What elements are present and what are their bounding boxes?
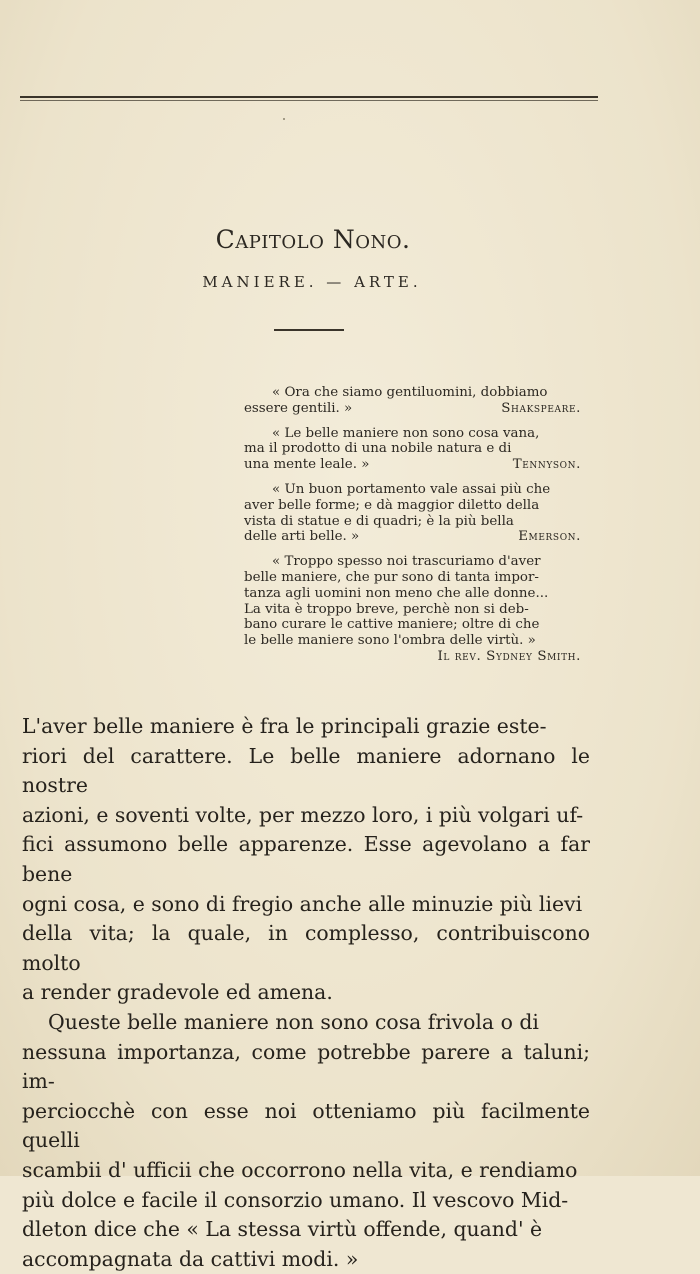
epigraph-line: aver belle forme; e dà maggior diletto della xyxy=(244,497,540,513)
body-line: Queste belle maniere non sono cosa frivola o di xyxy=(48,1009,539,1034)
epigraph-last-line xyxy=(244,401,599,417)
epigraphs-block xyxy=(244,385,599,674)
epigraph-line: « Le belle maniere non sono cosa vana, xyxy=(272,425,540,441)
chapter-title: Capitolo Nono. xyxy=(215,225,411,254)
epigraph-author: Emerson. xyxy=(518,529,581,545)
body-line: della vita; la quale, in complesso, contribuiscono molto xyxy=(22,921,590,975)
body-line: accompagnata da cattivi modi. » xyxy=(22,1246,359,1271)
epigraph-line: delle arti belle. » xyxy=(244,529,360,545)
epigraph xyxy=(244,554,599,665)
body-line: ogni cosa, e sono di fregio anche alle minuzie più lievi xyxy=(22,891,583,916)
paragraph xyxy=(22,1008,590,1274)
epigraph xyxy=(244,482,599,545)
body-line: più dolce e facile il consorzio umano. Il vescovo Mid- xyxy=(22,1187,569,1212)
body-line: perciocchè con esse noi otteniamo più facilmente quelli xyxy=(22,1098,590,1153)
epigraph-line: belle maniere, che pur sono di tanta impor- xyxy=(244,569,539,585)
epigraph-author: Shakspeare. xyxy=(501,400,581,416)
epigraph-line: tanza agli uomini non meno che alle donne... xyxy=(244,585,549,601)
epigraph xyxy=(244,426,599,473)
epigraph-author: Tennyson. xyxy=(512,457,581,473)
body-line: nessuna importanza, come potrebbe parere a taluni; im- xyxy=(22,1039,590,1094)
title-divider xyxy=(274,329,344,331)
epigraph-line: essere gentili. » xyxy=(244,400,353,416)
body-text xyxy=(22,712,590,1274)
body-line: a render gradevole ed amena. xyxy=(22,980,333,1005)
chapter-subtitle: MANIERE. — ARTE. xyxy=(202,273,422,291)
epigraph-line: vista di statue e di quadri; è la più bella xyxy=(244,513,514,529)
epigraph-line: « Ora che siamo gentiluomini, dobbiamo xyxy=(272,385,548,400)
epigraph-line: ma il prodotto di una nobile natura e di xyxy=(244,441,512,457)
rule-line-thin xyxy=(20,100,598,101)
epigraph-line: le belle maniere sono l'ombra delle virtù. » xyxy=(244,633,536,649)
epigraph-author: Il rev. Sydney Smith. xyxy=(437,648,581,664)
body-line: L'aver belle maniere è fra le principali grazie este- xyxy=(22,714,547,738)
epigraph-line: La vita è troppo breve, perchè non si deb- xyxy=(244,601,529,617)
epigraph-last-line xyxy=(244,457,599,473)
epigraph-line: « Troppo spesso noi trascuriamo d'aver xyxy=(272,554,541,570)
body-line: dleton dice che « La stessa virtù offende, quand' è xyxy=(22,1217,543,1242)
epigraph-line: bano curare le cattive maniere; oltre di che xyxy=(244,617,540,633)
body-line: fici assumono belle apparenze. Esse agevolano a far bene xyxy=(22,832,590,886)
epigraph-last-line xyxy=(244,529,599,545)
top-double-rule xyxy=(20,96,598,101)
rule-line-thick xyxy=(20,96,598,98)
epigraph xyxy=(244,385,599,417)
epigraph-line: « Un buon portamento vale assai più che xyxy=(272,481,551,497)
epigraph-line: una mente leale. » xyxy=(244,457,370,473)
paragraph xyxy=(22,712,590,1008)
body-line: scambii d' ufficii che occorrono nella vita, e rendiamo xyxy=(22,1157,578,1182)
body-line: azioni, e soventi volte, per mezzo loro, i più volgari uf- xyxy=(22,802,584,827)
body-line: riori del carattere. Le belle maniere adornano le nostre xyxy=(22,743,590,798)
paper-speck xyxy=(283,118,285,120)
